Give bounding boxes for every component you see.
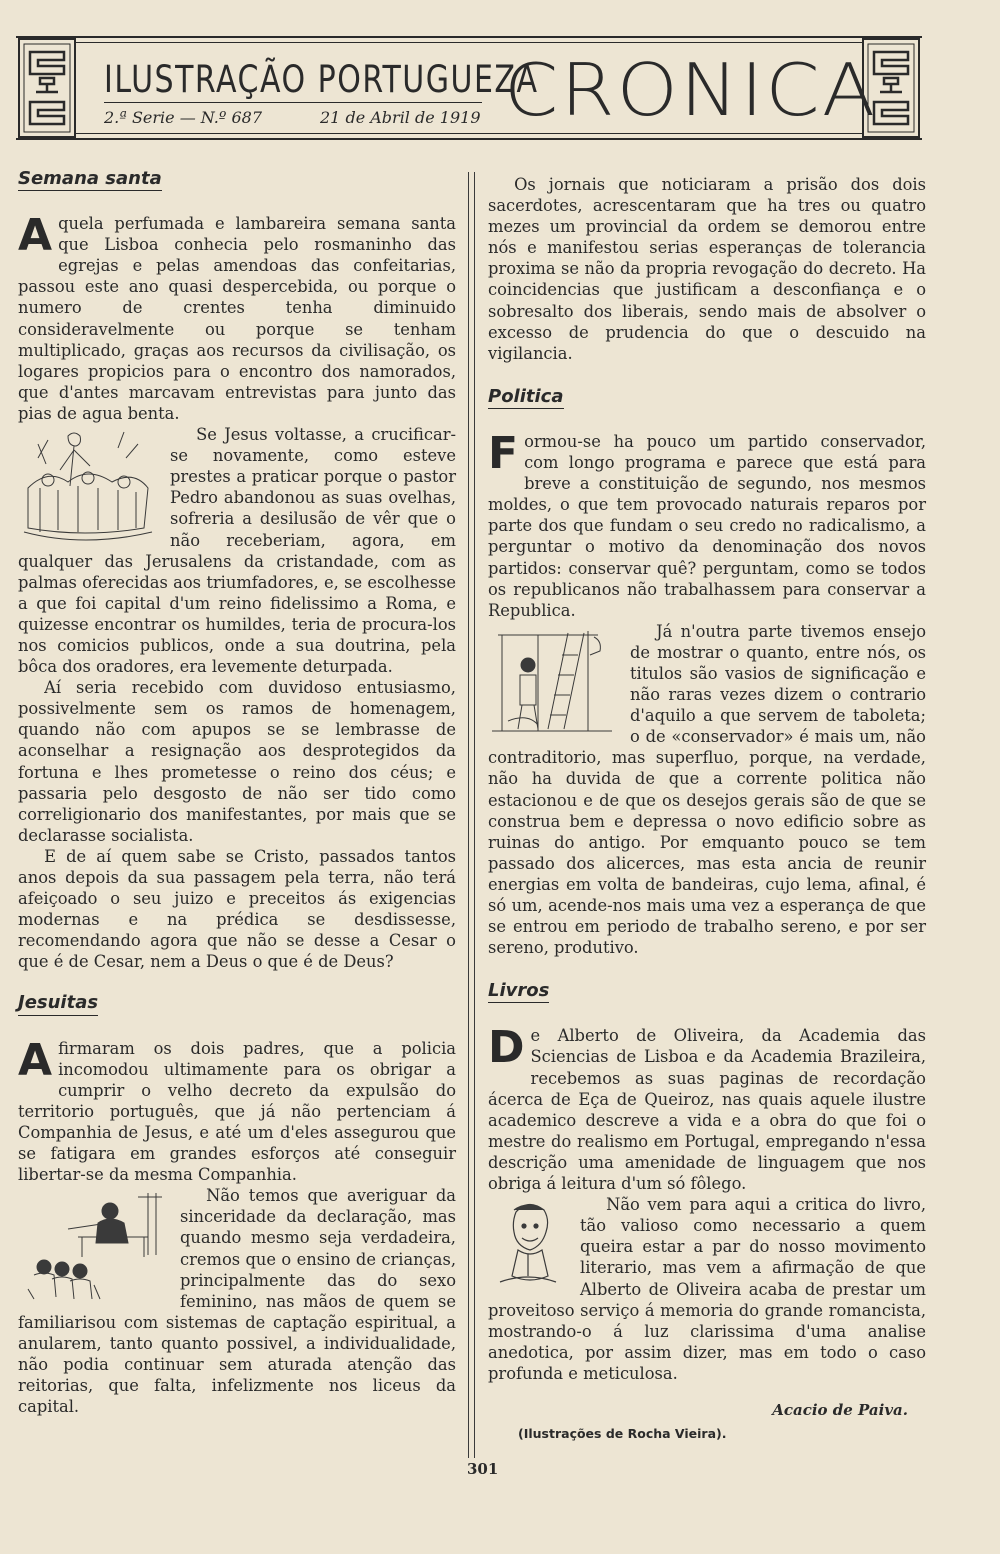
illustration-portrait-alberto-de-oliveira	[488, 1198, 568, 1284]
section-title: CRONICA	[504, 48, 878, 132]
article-livros-p1: De Alberto de Oliveira, da Academia das Sciencias de Lisboa e da Academia Brazileira, recebemos as suas paginas de recordação ácerca de Eça de Queiroz, nas quais aquele ilustre academico descreve a vida e a obra do que foi o mestre do realismo em Portugal, empregando n'essa descrição uma amenidade de linguagem que nos obriga á leitura d'um só fôlego.	[488, 1022, 926, 1194]
article-semana-santa-p2: Se Jesus voltasse, a crucificar-se novamente, como esteve prestes a praticar porque o pastor Pedro abandonou as suas ovelhas, sofreria a desilusão de vêr que o não receberiam, agora, em qualquer das Jerusalens da cristandade, com as palmas oferecidas aos triumfadores, e, se escolhesse a que foi capital d'um reino fidelissimo a Roma, e quizesse encontrar os humildes, teria de procura-los nos comicios publicos, onde a sua doutrina, pela bôca dos oradores, era levemente deturpada.	[18, 425, 456, 677]
issue-serie: 2.ª Serie — N.º 687	[104, 108, 262, 127]
publication-title: ILUSTRAÇÃO PORTUGUEZA	[104, 58, 539, 102]
dropcap-politica: F	[488, 427, 519, 479]
heading-semana-santa: Semana santa	[18, 168, 162, 191]
illustration-credit: (Ilustrações de Rocha Vieira).	[518, 1426, 727, 1442]
masthead-top-inner-rule	[76, 42, 862, 43]
dropcap-jesuitas: A	[18, 1034, 53, 1086]
article-jesuitas-p2: Não temos que averiguar da sinceridade da declaração, mas quando mesmo seja verdadeira, cremos que o ensino de crianças, principalmente das do sexo feminino, nas mãos de quem se familiarisou com sistemas de captação espiritual, a anularem, tanto quanto possivel, a individualidade, não podia continuar sem aturada atenção das reitorias, que falta, infelizmente nos liceus da capital.	[18, 1186, 456, 1417]
illustration-teacher-and-children	[18, 1189, 168, 1301]
masthead-ornament-left	[18, 38, 76, 138]
left-column	[18, 168, 456, 1417]
author-signature: Acacio de Paiva.	[772, 1400, 908, 1419]
heading-jesuitas: Jesuitas	[18, 992, 98, 1015]
column-divider-inner	[474, 172, 475, 1458]
issue-date: 21 de Abril de 1919	[320, 108, 481, 127]
article-jesuitas-continuation: Os jornais que noticiaram a prisão dos dois sacerdotes, acrescentaram que ha tres ou quatro mezes um provincial da ordem se demorou entre nós e manifestou serias esperanças de tolerancia proxima se não da propria revogação do decreto. Ha coincidencias que justificam a desconfiança e o sobresalto dos liberais, sendo mais de absolver o excesso de prudencia do que o descuido na vigilancia.	[488, 175, 926, 363]
page-number: 301	[467, 1460, 499, 1478]
article-jesuitas-p1: Afirmaram os dois padres, que a policia incomodou ultimamente para os obrigar a cumprir o velho decreto da expulsão do territorio português, que já não pertenciam á Companhia de Jesus, e até um d'eles assegurou que se fatigara em grandes esforços até conseguir libertar-se da mesma Companhia.	[18, 1034, 456, 1185]
illustration-crowd-with-palms	[18, 428, 158, 546]
heading-politica: Politica	[488, 386, 564, 409]
column-divider	[468, 172, 469, 1458]
article-semana-santa-p3: Aí seria recebido com duvidoso entusiasmo, possivelmente sem os ramos de homenagem, quando não com apupos se se lembrasse de aconselhar a resignação aos desprotegidos da fortuna e lhes prometesse o reino dos céus; e passaria pelo desgosto de não ser tido como correligionario dos manifestantes, por mais que se declarasse socialista.	[18, 678, 456, 845]
masthead	[16, 36, 922, 140]
dropcap-semana-santa: A	[18, 210, 53, 262]
dropcap-livros: D	[488, 1022, 525, 1074]
heading-livros: Livros	[488, 980, 549, 1003]
article-politica-p2: Já n'outra parte tivemos ensejo de mostrar o quanto, entre nós, os titulos são vasios de significação e não raras vezes dizem o contrario d'aquilo a que servem de taboleta; o de «conservador» é mais um, não contraditorio, mas superfluo, porque, na verdade, não ha duvida de que a corrente politica não estacionou e de que os desejos gerais são de que se construa bem e depressa o novo edificio sobre as ruinas do antigo. Por emquanto pouco se tem passado dos alicerces, mas esta ancia de reunir energias em volta de bandeiras, cujo lema, afinal, é só um, acende-nos mais uma vez a esperança de que se entrou em periodo de trabalho sereno, e por ser sereno, produtivo.	[488, 621, 926, 958]
masthead-bottom-inner-rule	[76, 133, 862, 134]
article-livros-p2: Não vem para aqui a critica do livro, tão valioso como necessario a quem queira estar a par do nosso movimento literario, mas vem a afirmação de que Alberto de Oliveira acaba de prestar um proveitoso serviço á memoria do grande romancista, mostrando-o á luz clarissima d'uma analise anedotica, por assim dizer, mas em todo o caso profunda e meticulosa.	[488, 1195, 926, 1383]
right-column	[488, 174, 926, 1444]
illustration-builder-on-scaffold	[488, 625, 618, 737]
publication-title-rule	[104, 102, 482, 103]
masthead-top-rule	[16, 36, 922, 38]
article-semana-santa-p1: Aquela perfumada e lambareira semana santa que Lisboa conhecia pelo rosmaninho das egrejas e pelas amendoas das confeitarias, passou este ano quasi despercebida, ou porque o numero de crentes tenha diminuido consideravelmente ou porque se tenham multiplicado, graças aos recursos da civilisação, os logares propicios para o encontro dos namorados, que d'antes marcavam entrevistas para junto das pias de agua benta.	[18, 210, 456, 423]
masthead-bottom-rule	[16, 138, 922, 140]
article-semana-santa-p4: E de aí quem sabe se Cristo, passados tantos anos depois da sua passagem pela terra, não terá afeiçoado o seu juizo e preceitos ás exigencias modernas e na prédica se desdissesse, recomendando agora que não se desse a Cesar o que é de Cesar, nem a Deus o que é de Deus?	[18, 846, 456, 972]
article-politica-p1: Formou-se ha pouco um partido conservador, com longo programa e parece que está para breve a constituição de segundo, nos mesmos moldes, o que tem provocado naturais reparos por parte dos que fundam o seu credo no radicalismo, a perguntar o motivo da denominação dos novos partidos: conservar quê? perguntam, como se todos os republicanos não trabalhassem para conservar a Republica.	[488, 427, 926, 620]
